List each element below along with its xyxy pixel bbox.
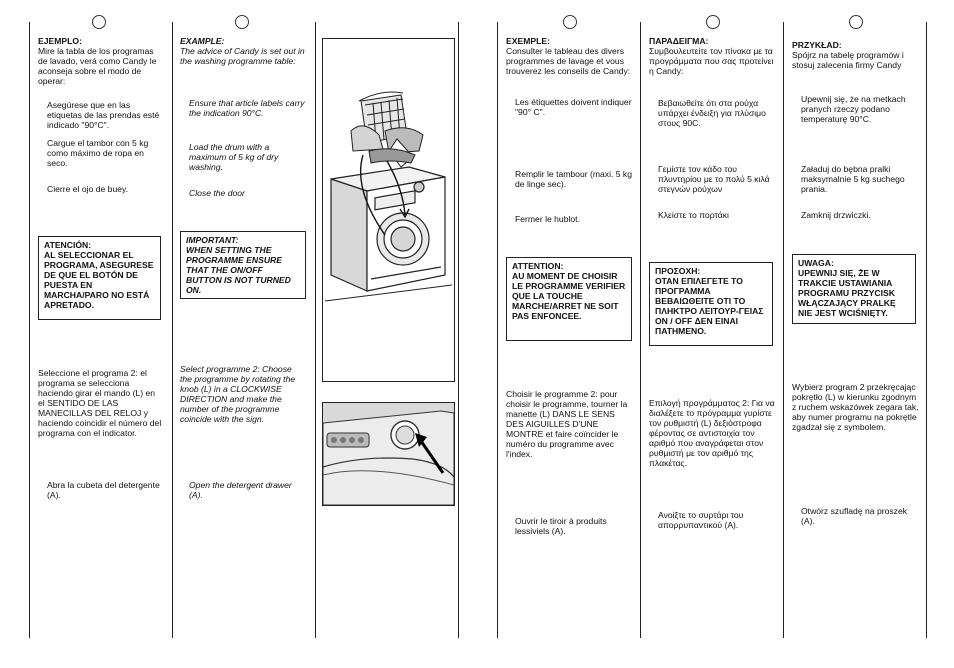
step-close-door: Cierre el ojo de buey. bbox=[47, 184, 129, 194]
column-divider bbox=[315, 22, 316, 638]
step-load: Γεμίστε τον κάδο του πλυντηρίου με το πολύ 5 κιλά στεγνών ρούχων bbox=[658, 164, 770, 194]
step-labels: Ensure that article labels carry the indication 90°C. bbox=[189, 98, 305, 118]
select-program-text: Wybierz program 2 przekręcając pokrętło (L) w kierunku zgodnym z ruchem wskazówek zegara tak, aby numer programu na pokrętle zgadzał się z symbolem. bbox=[792, 382, 919, 432]
knob-closeup-illustration bbox=[322, 402, 455, 506]
column-divider bbox=[172, 22, 173, 638]
step-load: Załaduj do bębna pralki maksymalnie 5 kg suchego prania. bbox=[801, 164, 905, 194]
column-divider bbox=[458, 22, 459, 638]
step-close-door: Fermer le hublot. bbox=[515, 214, 580, 224]
intro-text: Spójrz na tabelę programów i stosuj zalecenia firmy Candy bbox=[792, 50, 904, 70]
column-divider bbox=[926, 22, 927, 638]
step-close-door: Κλείστε το πορτάκι bbox=[658, 210, 729, 220]
select-program-text: Seleccione el programa 2: el programa se selecciona haciendo girar el mando (L) en el SENTIDO DE LAS MANECILLAS DEL RELOJ y haciendo coincidir el número del programa con el indicator. bbox=[38, 368, 162, 438]
open-drawer-text: Abra la cubeta del detergente (A). bbox=[47, 480, 160, 500]
select-program-text: Choisir le programme 2: pour choisir le programme, tourner la manette (L) DANS LE SENS DES AIGUILLES D'UNE MONTRE et faire coïncider le numéro du programme avec l'index. bbox=[506, 389, 628, 459]
language-flag-pl bbox=[849, 15, 863, 29]
open-drawer-text: Otwórz szufladę na proszek (A). bbox=[801, 506, 908, 526]
intro-text: Συμβουλευτείτε τον πίνακα με τα προγράμματα που σας προτείνει η Candy: bbox=[649, 46, 774, 76]
column-heading: ΠΑΡΑΔΕΙΓΜΑ: bbox=[649, 36, 709, 46]
open-drawer-text: Ouvrir le tiroir à produits lessiviels (A). bbox=[515, 516, 607, 536]
warning-box: UWAGA: UPEWNIJ SIĘ, ŻE W TRAKCIE USTAWIANIA PROGRAMU PRZYCISK WŁĄCZAJĄCY PRALKĘ NIE JEST WCIŚNIĘTY. bbox=[792, 254, 916, 324]
column-divider bbox=[497, 22, 498, 638]
select-program-text: Select programme 2: Choose the programme by rotating the knob (L) in a CLOCKWISE DIRECTION and make the number of the programme coincide with the sign. bbox=[180, 364, 296, 424]
select-program-text: Επιλογή προγράμματος 2: Για να διαλέξετε το πρόγραμμα γυρίστε τον ρυθμιστή (L) δεξιόστροφα φέροντας σε αντιστοιχία τον αριθμό που αναγράφεται στον ρυθμιστή με τον αριθμό της πλακέτας. bbox=[649, 398, 775, 468]
warning-box: ΠΡΟΣΟΧΗ: ΟΤΑΝ ΕΠΙΛΕΓΕΤΕ ΤΟ ΠΡΟΓΡΑΜΜΑ ΒΕΒΑΙΩΘΕΙΤΕ ΟΤΙ ΤΟ ΠΛΗΚΤΡΟ ΛΕΙΤΟΥΡ-ΓΕΙΑΣ ON / OFF ΔΕΝ ΕΙΝΑΙ ΠΑΤΗΜΕΝΟ. bbox=[649, 262, 773, 346]
open-drawer-text: Open the detergent drawer (A). bbox=[189, 480, 292, 500]
column-heading: PRZYKŁAD: bbox=[792, 40, 842, 50]
warning-box: IMPORTANT: WHEN SETTING THE PROGRAMME ENSURE THAT THE ON/OFF BUTTON IS NOT TURNED ON. bbox=[180, 231, 306, 299]
column-divider bbox=[29, 22, 30, 638]
column-divider bbox=[640, 22, 641, 638]
warning-box: ATENCIÓN: AL SELECCIONAR EL PROGRAMA, ASEGURESE DE QUE EL BOTÓN DE PUESTA EN MARCHA/PARO NO ESTÁ APRETADO. bbox=[38, 236, 161, 320]
step-labels: Les étiquettes doivent indiquer "90° C". bbox=[515, 97, 632, 117]
intro-text: Mire la tabla de los programas de lavado, verá como Candy le aconseja sobre el modo de operar: bbox=[38, 46, 157, 86]
step-close-door: Close the door bbox=[189, 188, 245, 198]
step-labels: Βεβαιωθείτε ότι στα ρούχα υπάρχει ένδειξη για πλύσιμο στους 90C. bbox=[658, 98, 766, 128]
language-flag-fr bbox=[563, 15, 577, 29]
column-heading: EJEMPLO: bbox=[38, 36, 82, 46]
intro-text: Consulter le tableau des divers programmes de lavage et vous trouverez les conseils de Candy: bbox=[506, 46, 631, 76]
step-load: Cargue el tambor con 5 kg como máximo de ropa en seco. bbox=[47, 138, 149, 168]
column-heading: EXAMPLE: bbox=[180, 36, 225, 46]
step-close-door: Zamknij drzwiczki. bbox=[801, 210, 871, 220]
column-heading: EXEMPLE: bbox=[506, 36, 550, 46]
column-divider bbox=[783, 22, 784, 638]
washing-machine-illustration bbox=[322, 38, 455, 382]
step-load: Load the drum with a maximum of 5 kg of dry washing. bbox=[189, 142, 279, 172]
warning-box: ATTENTION: AU MOMENT DE CHOISIR LE PROGRAMME VERIFIER QUE LA TOUCHE MARCHE/ARRET NE SOIT PAS ENFONCEE. bbox=[506, 257, 632, 341]
step-load: Remplir le tambour (maxi. 5 kg de linge sec). bbox=[515, 169, 633, 189]
open-drawer-text: Ανοίξτε το συρτάρι του απορρυπαντικού (A). bbox=[658, 510, 744, 530]
step-labels: Upewnij się, że na metkach pranych rzeczy podano temperaturę 90°C. bbox=[801, 94, 906, 124]
intro-text: The advice of Candy is set out in the washing programme table: bbox=[180, 46, 305, 66]
step-labels: Asegúrese que en las etiquetas de las prendas esté indicado "90°C". bbox=[47, 100, 160, 130]
language-flag-en bbox=[235, 15, 249, 29]
language-flag-es bbox=[92, 15, 106, 29]
language-flag-gr bbox=[706, 15, 720, 29]
